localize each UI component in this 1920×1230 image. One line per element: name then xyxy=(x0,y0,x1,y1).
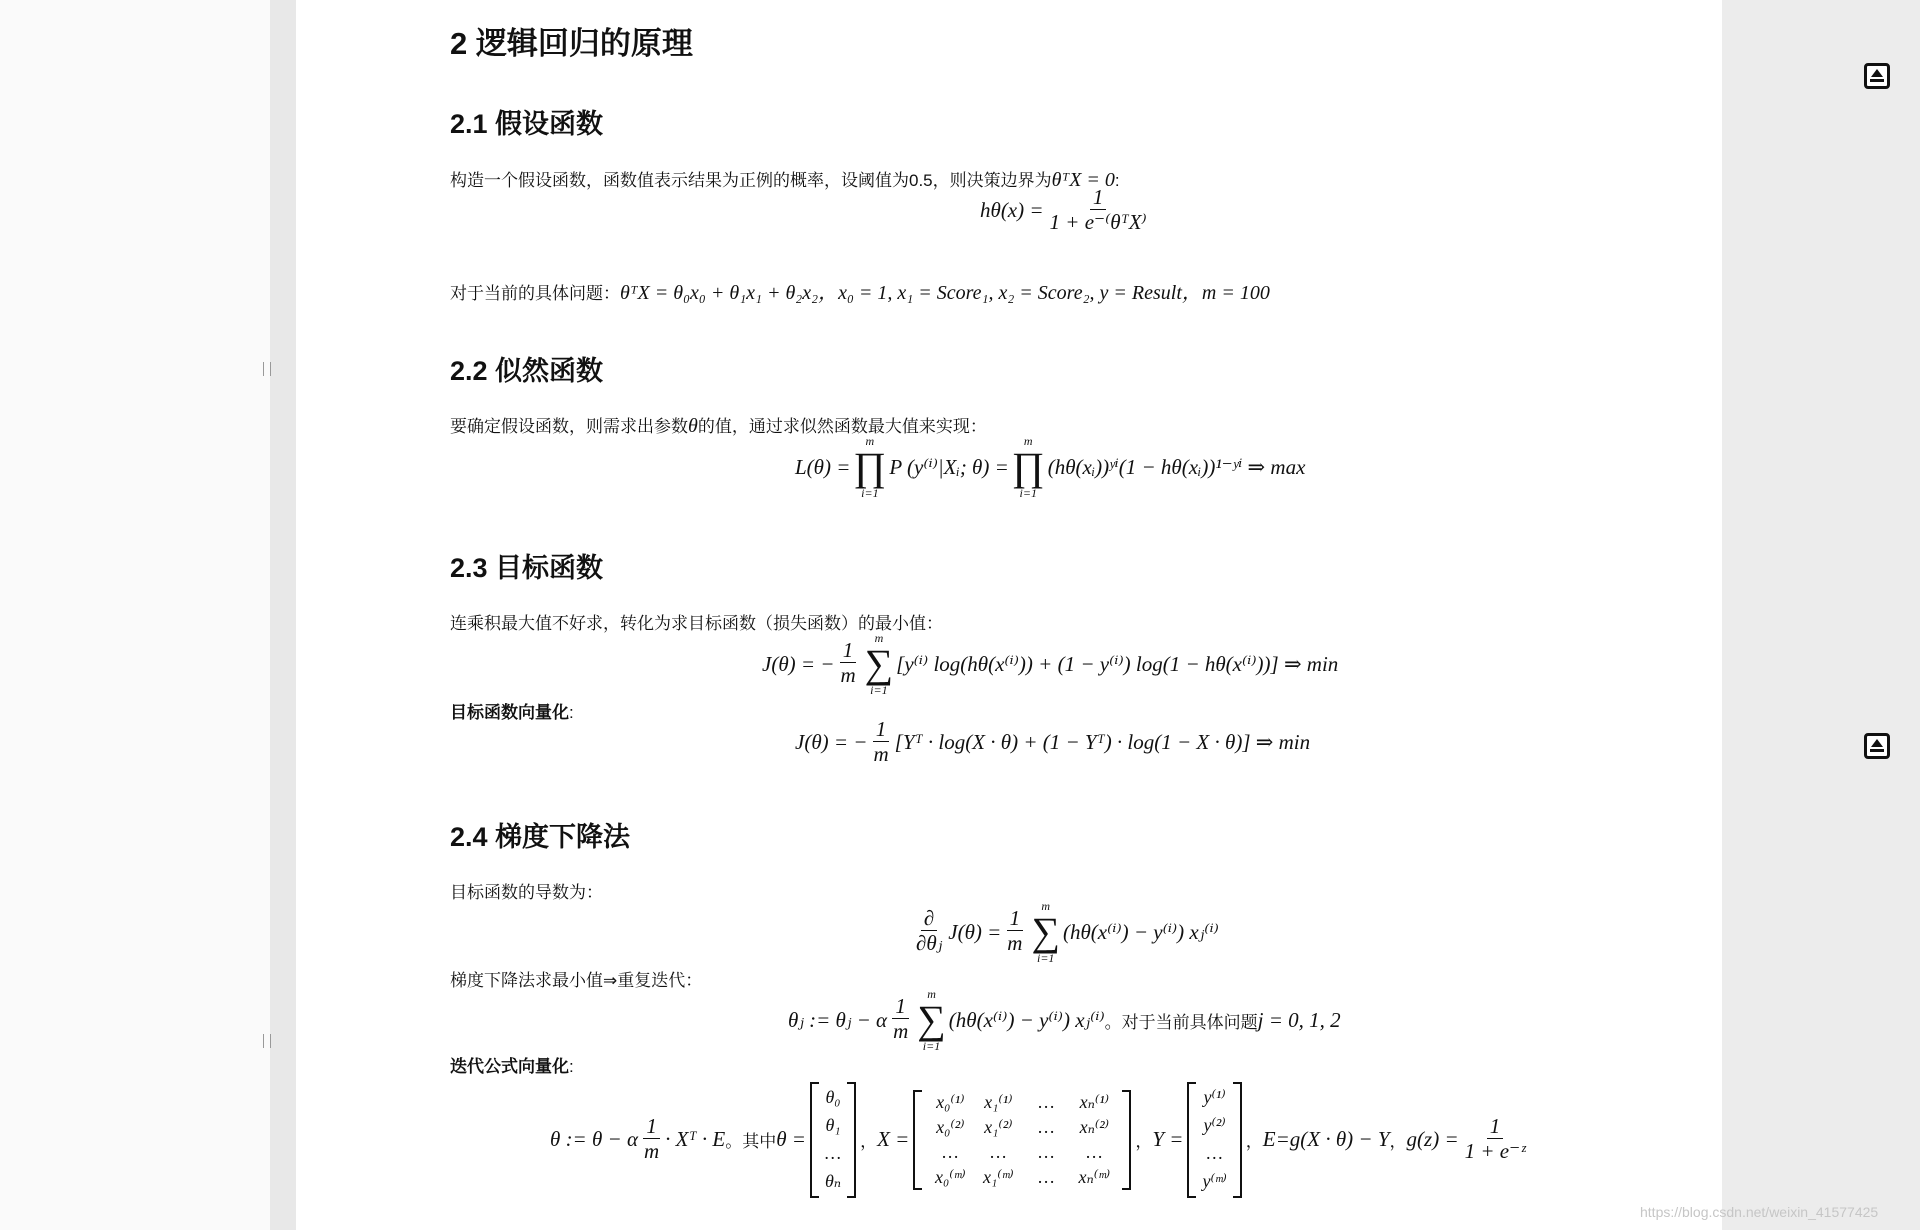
heading-hypothesis: 2.1 假设函数 xyxy=(450,109,604,139)
splitter-handle-bottom[interactable] xyxy=(263,1034,271,1048)
scroll-to-top-icon-2[interactable] xyxy=(1864,733,1890,759)
y-vector: y⁽¹⁾ y⁽²⁾ … y⁽ᵐ⁾ xyxy=(1187,1082,1241,1198)
hypothesis-text: 构造一个假设函数，函数值表示结果为正例的概率，设阈值为0.5，则决策边界为θᵀX = 0: xyxy=(450,169,1120,191)
problem-text: 对于当前的具体问题：θᵀX = θ₀x₀ + θ₁x₁ + θ₂x₂，x₀ = 1, x₁ = Score₁, x₂ = Score₂, y = Result，m = 100 xyxy=(450,282,1270,304)
scroll-to-top-icon[interactable] xyxy=(1864,63,1890,89)
heading-objective: 2.3 目标函数 xyxy=(450,553,604,583)
heading-likelihood: 2.2 似然函数 xyxy=(450,356,604,386)
left-scroll-rail xyxy=(270,0,296,1230)
gd-vector-equation: θ := θ − α $\frac{1}{m}$ · Xᵀ · E 。其中 θ = θ₀ θ₁ … θₙ ， X = x₀⁽¹⁾ x₁⁽¹⁾ … xₙ⁽¹⁾ x₀⁽²⁾ x₁⁽²⁾ … xₙ⁽²⁾ … … … … x₀⁽ᵐ⁾ x₁⁽ᵐ⁾ … xₙ⁽ᵐ⁾ ， Y = y⁽¹⁾ y⁽²⁾ … y⁽ᵐ⁾ ， E=g(X · θ) − Y ， g(z) = $\frac{1}{\text{1 + e⁻ᶻ}}$ xyxy=(550,1082,1531,1198)
gd-text: 梯度下降法求最小值⇒重复迭代： xyxy=(450,971,703,990)
splitter-handle-top[interactable] xyxy=(263,362,271,376)
left-gutter xyxy=(0,0,270,1230)
x-matrix: x₀⁽¹⁾ x₁⁽¹⁾ … xₙ⁽¹⁾ x₀⁽²⁾ x₁⁽²⁾ … xₙ⁽²⁾ … … … … x₀⁽ᵐ⁾ x₁⁽ᵐ⁾ … xₙ⁽ᵐ⁾ xyxy=(913,1090,1131,1190)
likelihood-text: 要确定假设函数，则需求出参数θ的值，通过求似然函数最大值来实现： xyxy=(450,415,987,437)
watermark: https://blog.csdn.net/weixin_41577425 xyxy=(1640,1204,1879,1220)
gd-equation: θⱼ := θⱼ − α $\frac{1}{m}$ m ∑ i=1 (hθ(x⁽ⁱ⁾) − y⁽ⁱ⁾) xⱼ⁽ⁱ⁾ 。对于当前具体问题 j = 0, 1, 2 xyxy=(788,987,1341,1053)
right-panel xyxy=(1722,0,1920,1230)
gd-vector-label: 迭代公式向量化: xyxy=(450,1057,574,1076)
derivative-text: 目标函数的导数为： xyxy=(450,883,603,902)
hypothesis-equation: hθ(x) = $\frac{1}{\text{1 + e⁻⁽θᵀX⁾}}$ xyxy=(980,185,1147,235)
objective-vector-equation: J(θ) = − $\frac{1}{m}$ [Yᵀ · log(X · θ) + (1 − Yᵀ) · log(1 − X · θ)] ⇒ min xyxy=(795,717,1311,767)
likelihood-equation: L(θ) = m ∏ i=1 P (y⁽ⁱ⁾|Xᵢ; θ) = m ∏ i=1 (hθ(xᵢ))ʸⁱ(1 − hθ(xᵢ))¹⁻ʸⁱ ⇒ max xyxy=(795,434,1306,500)
objective-vector-label: 目标函数向量化: xyxy=(450,703,574,722)
theta-vector: θ₀ θ₁ … θₙ xyxy=(810,1082,856,1198)
derivative-equation: $\frac{\partial}{\text{∂θⱼ}}$ J(θ) = $\frac{1}{m}$ m ∑ i=1 (hθ(x⁽ⁱ⁾) − y⁽ⁱ⁾) xⱼ⁽ⁱ⁾ xyxy=(916,899,1219,965)
section-title: 2 逻辑回归的原理 xyxy=(450,26,693,61)
objective-equation: J(θ) = − $\frac{1}{m}$ m ∑ i=1 [y⁽ⁱ⁾ log(hθ(x⁽ⁱ⁾)) + (1 − y⁽ⁱ⁾) log(1 − hθ(x⁽ⁱ⁾))] ⇒ min xyxy=(762,631,1339,697)
heading-gradient-descent: 2.4 梯度下降法 xyxy=(450,822,631,852)
objective-text: 连乘积最大值不好求，转化为求目标函数（损失函数）的最小值： xyxy=(450,614,943,633)
